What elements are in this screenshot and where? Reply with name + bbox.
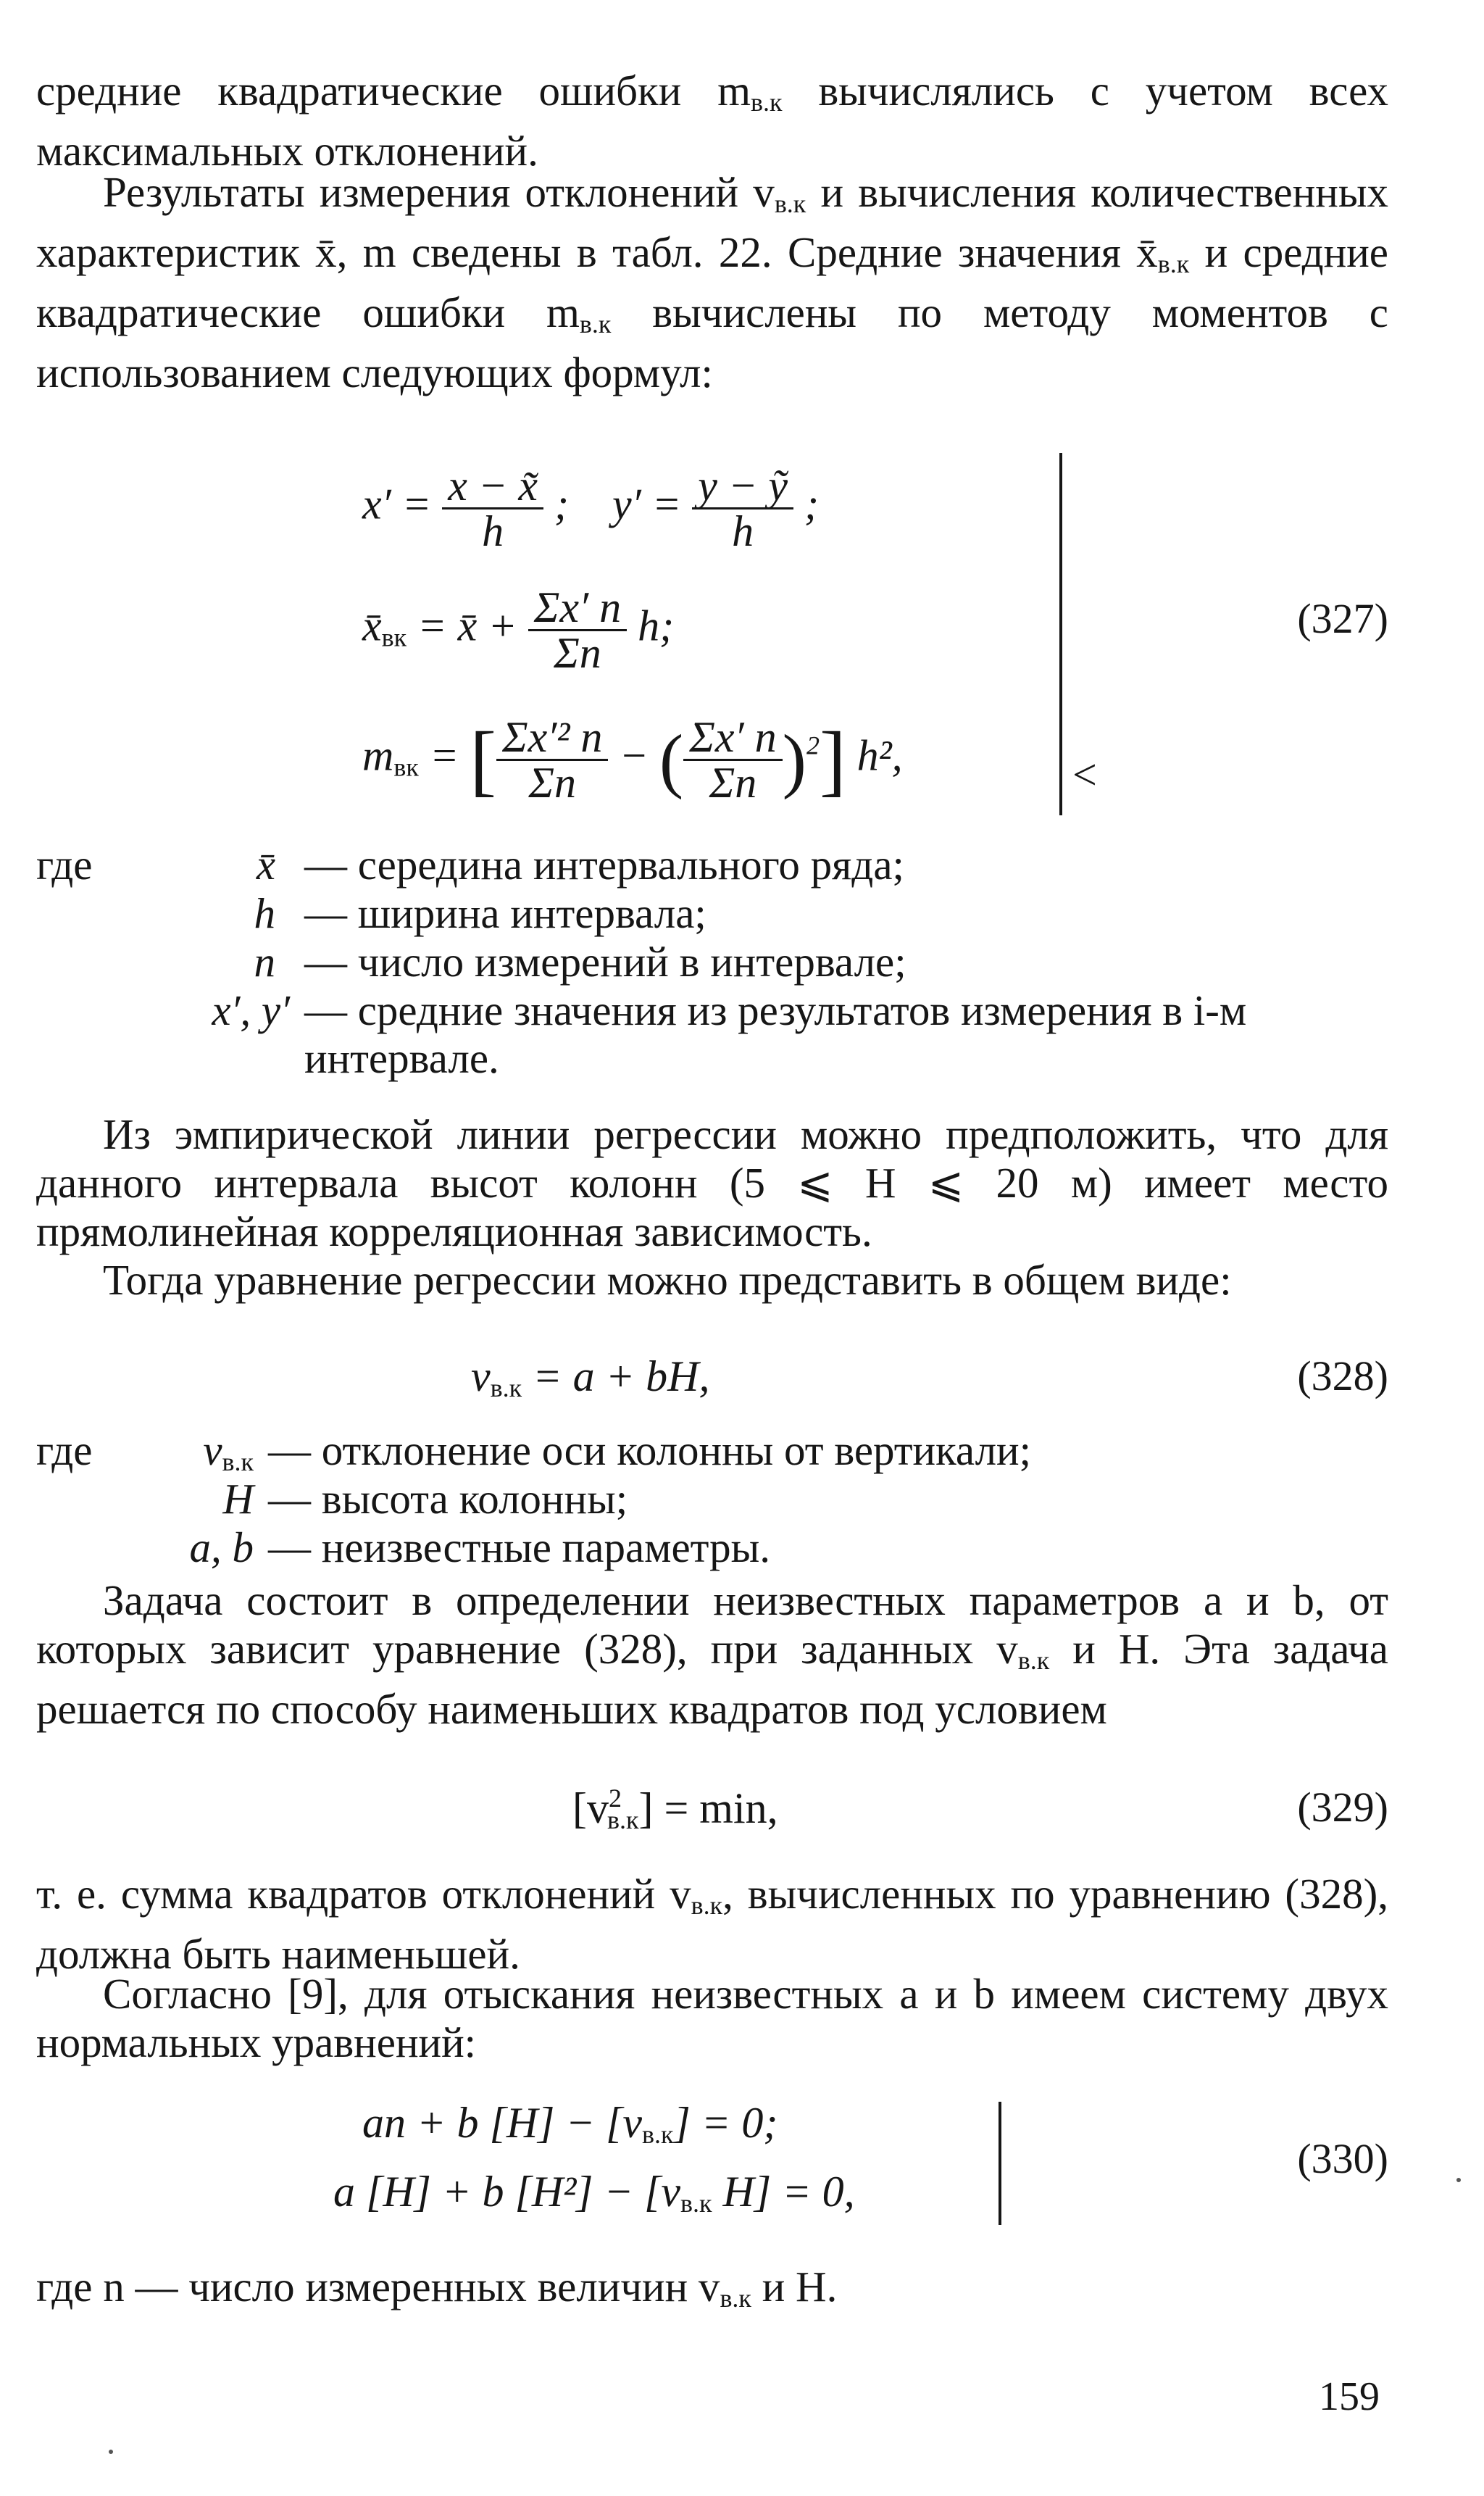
equation-329: $[v^2_{в.к}] = \min$,	[572, 1784, 778, 1834]
def-text: — отклонение оси колонны от вертикали;	[268, 1426, 1031, 1474]
def-text: — число измерений в интервале;	[304, 938, 906, 986]
scan-speck	[109, 2450, 113, 2454]
definitions-328	[36, 1426, 1388, 1578]
formula-margin-mark: <	[1072, 751, 1097, 799]
paragraph-6: т. е. сумма квадратов отклонений $v_{в.к}$, вычисленных по уравнению (328), должна быть наименьшей.	[36, 1870, 1388, 1978]
equation-number-329: (329)	[1297, 1784, 1388, 1831]
formula-327-line-2: $x̄_{вк}$ = x̄ + $\frac{\Sigma x' n}{\Sigma n}$ h;	[362, 583, 675, 677]
def-text: — неизвестные параметры.	[268, 1523, 771, 1571]
def-term: v	[203, 1426, 222, 1474]
equation-330-line-1: an + b $[H] - [v_{в.к}] = 0$;	[362, 2099, 778, 2149]
where-label: где	[36, 1426, 93, 1474]
page-number: 159	[1319, 2374, 1380, 2419]
paragraph-7: Согласно [9], для отыскания неизвестных a и b имеем систему двух нормальных уравнений:	[36, 1970, 1388, 2066]
equation-328: $v_{в.к} = a$ + bH,	[471, 1352, 710, 1402]
paragraph-5: Задача состоит в определении неизвестных параметров a и b, от которых зависит уравнение (328), при заданных $v_{в.к}$ и H. Эта задача решается по способу наименьших квадратов под условием	[36, 1576, 1388, 1733]
equation-330-line-2: a [H] + b $[H^2] - [v_{в.к}$ H] = 0,	[333, 2168, 855, 2218]
formula-327-line-3: $m_{вк}$ = [ $\frac{\text{Σx′² n}}{\Sigma n}$ − ( $\frac{\Sigma x' n}{\Sigma n}$ )$^2$] h²,	[362, 713, 903, 807]
where-label: где	[36, 841, 93, 889]
paragraph-4: Тогда уравнение регрессии можно представить в общем виде:	[103, 1256, 1232, 1304]
def-term: x̄	[256, 841, 275, 889]
paragraph-3: Из эмпирической линии регрессии можно предположить, что для данного интервала высот колонн (5 ⩽ H ⩽ 20 м) имеет место прямолинейная корреляционная зависимость.	[36, 1110, 1388, 1255]
def-text: — ширина интервала;	[304, 889, 706, 937]
def-text: — средние значения из результатов измерения в i-м интервале.	[304, 986, 1247, 1082]
formula-327-brace	[1059, 453, 1062, 815]
equation-number-330: (330)	[1297, 2135, 1388, 2182]
equation-number-328: (328)	[1297, 1352, 1388, 1399]
def-term: h	[254, 889, 275, 937]
definitions-327	[36, 841, 1388, 1109]
def-term-sub: в.к	[222, 1447, 254, 1476]
def-term: a, b	[189, 1523, 254, 1571]
scan-speck	[1456, 2178, 1461, 2182]
formula-327-line-1: x′ = $\frac{x - x̃}{h}$ ; y′ = $\frac{\text{y − ỹ}}{h}$ ;	[362, 462, 819, 555]
def-text: — высота колонны;	[268, 1475, 628, 1523]
equation-330-brace	[999, 2102, 1001, 2225]
def-term: x′, y′	[212, 986, 290, 1034]
paragraph-1: средние квадратические ошибки $m_{в.к}$ вычислялись с учетом всех максимальных отклонений.	[36, 67, 1389, 175]
equation-number-327: (327)	[1297, 595, 1388, 642]
def-term: H	[222, 1475, 254, 1523]
paragraph-2: Результаты измерения отклонений $v_{в.к}$ и вычисления количественных характеристик x̄, m сведены в табл. 22. Средние значения $x̄_{в.к}$ и средние квадратические ошибки $m_{в.к}$ вычислены по методу моментов с использованием следующих формул:	[36, 168, 1388, 396]
def-term: n	[254, 938, 275, 986]
paragraph-8: где n — число измеренных величин $v_{в.к}$ и H.	[36, 2263, 838, 2313]
def-text: — середина интервального ряда;	[304, 841, 904, 889]
